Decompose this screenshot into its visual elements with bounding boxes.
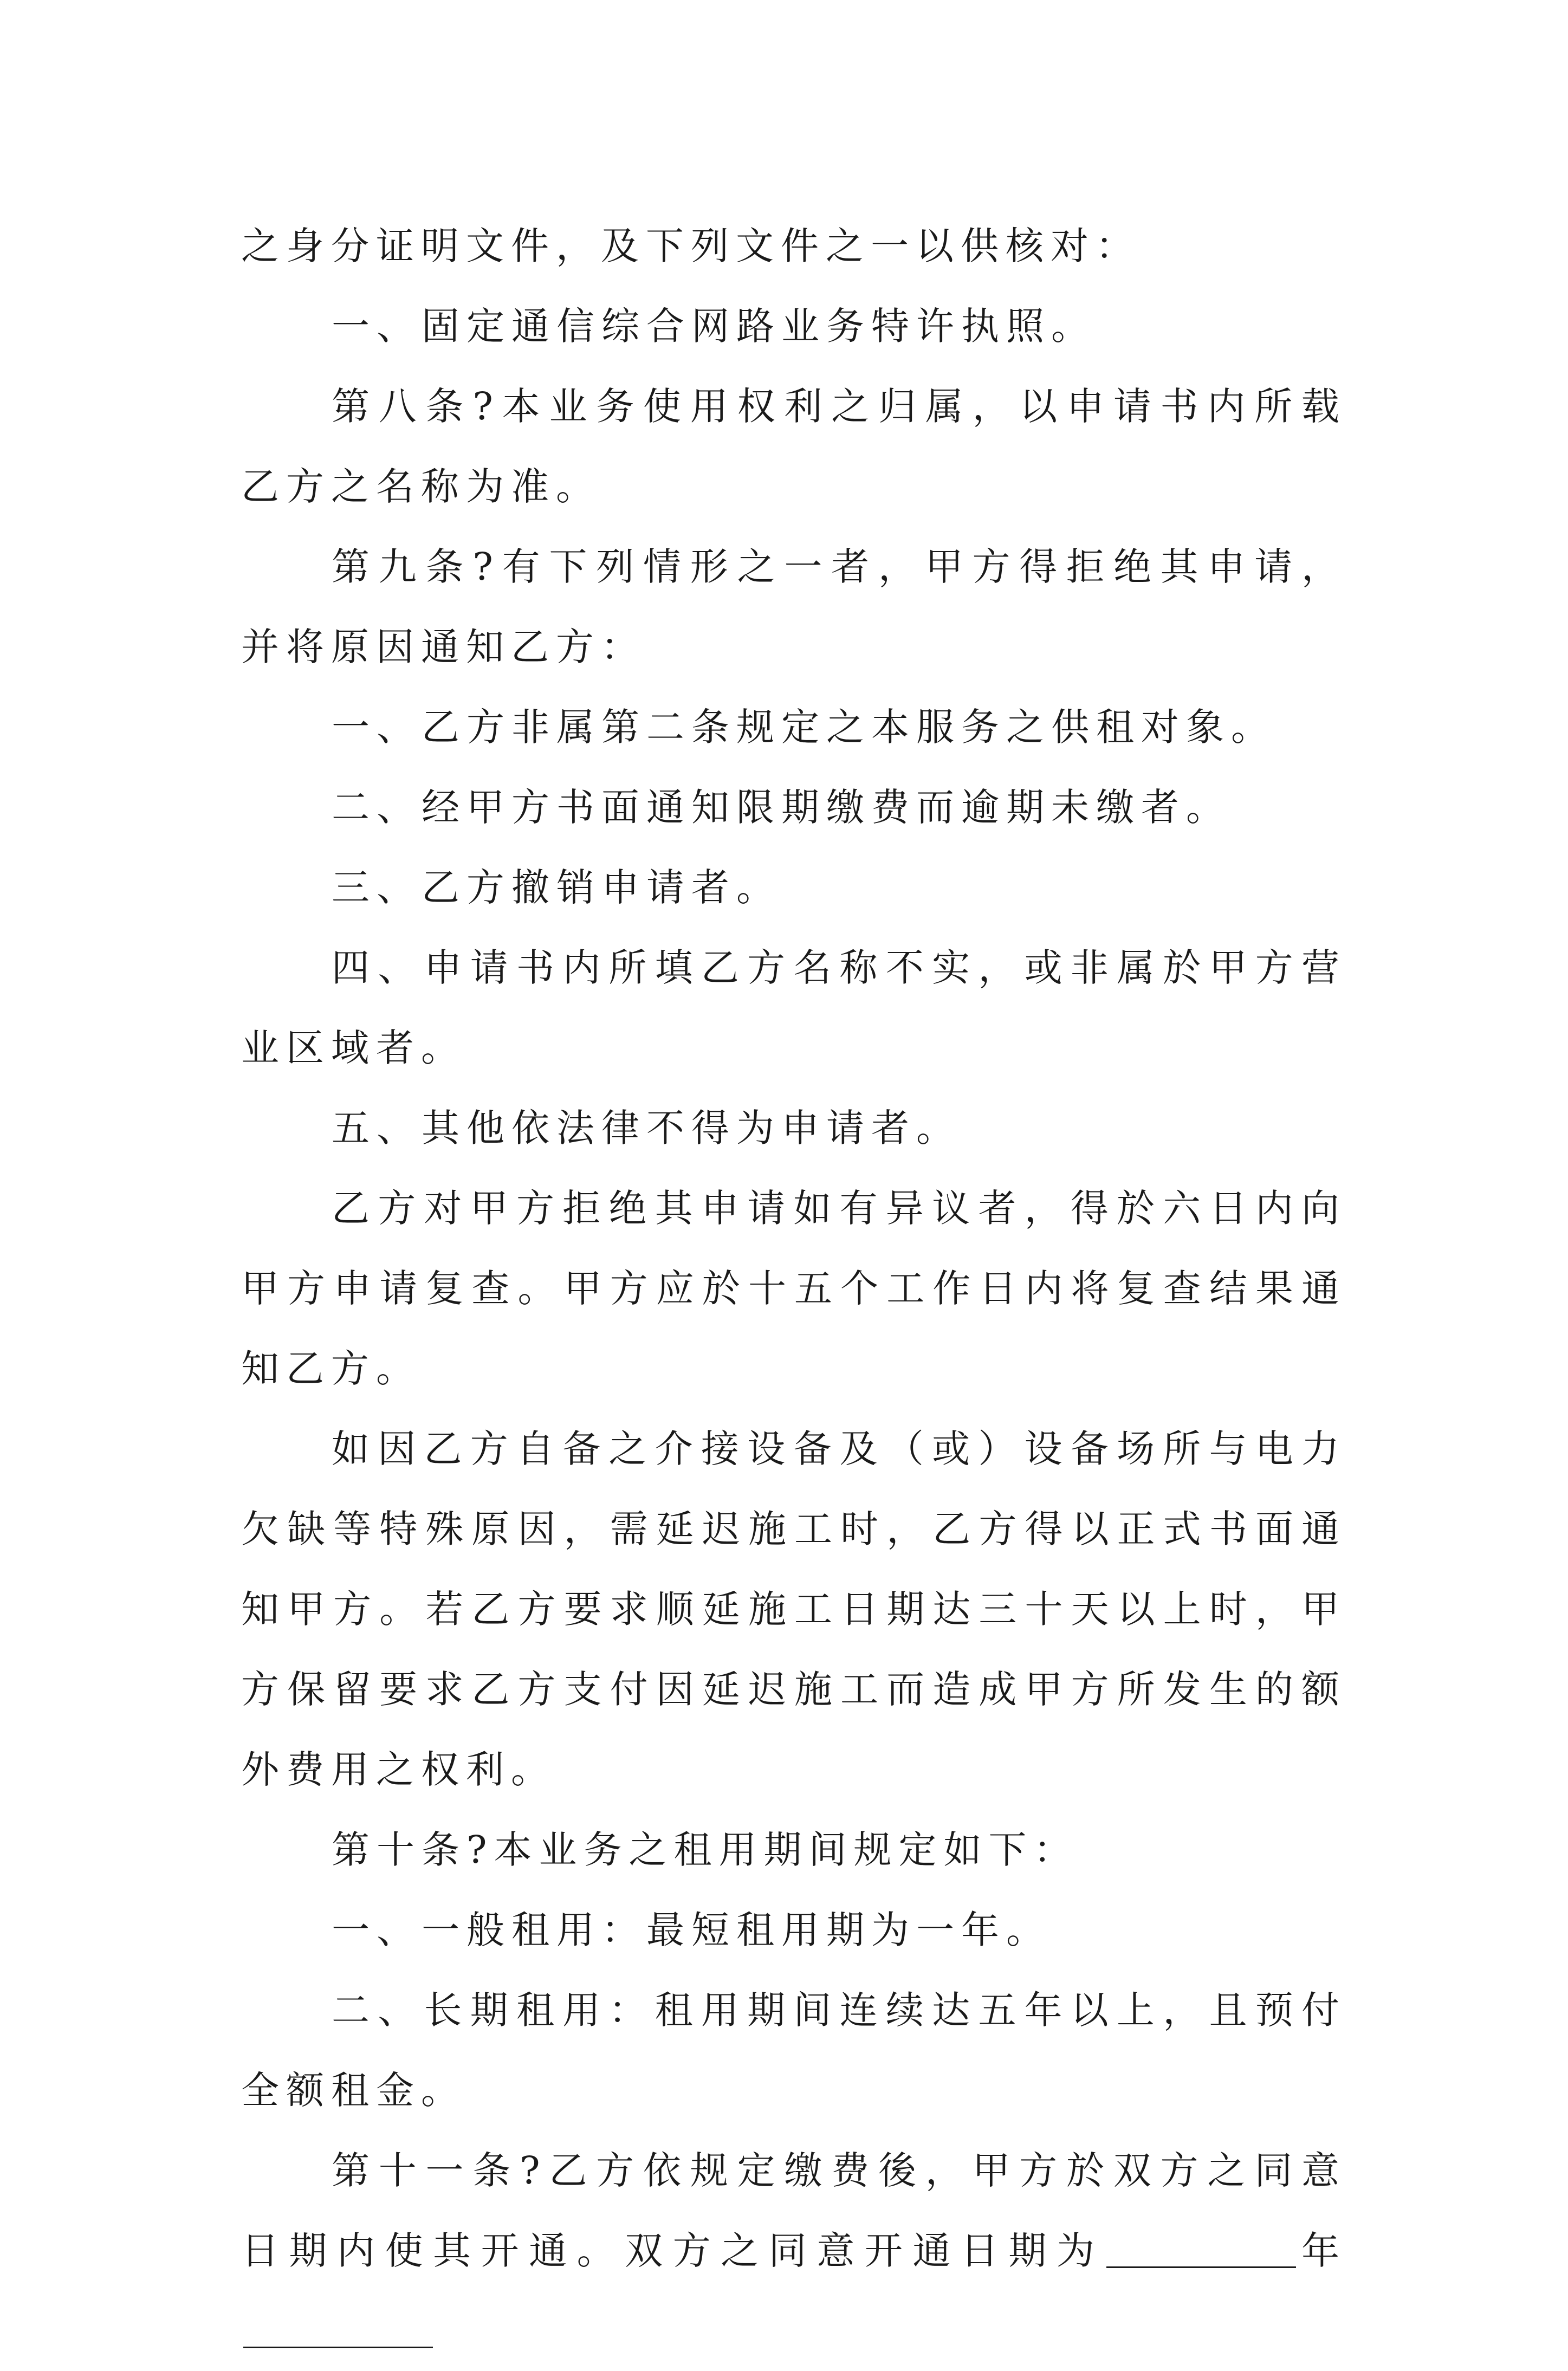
paragraph: 二、长期租用：租用期间连续达五年以上，且预付全额租金。 [241, 1988, 1346, 2113]
contract-body [241, 206, 1346, 2371]
paragraph: 一、乙方非属第二条规定之本服务之供租对象。 [332, 705, 1276, 749]
final-paragraph [241, 2130, 1346, 2371]
blank-line-year [1106, 2266, 1296, 2268]
paragraph: 三、乙方撤销申请者。 [332, 865, 781, 910]
paragraph: 乙方对甲方拒绝其申请如有异议者，得於六日内向甲方申请复查。甲方应於十五个工作日内将复查结果通知乙方。 [241, 1186, 1346, 1391]
paragraph: 第十条?本业务之租用期间规定如下： [332, 1828, 1079, 1872]
blank-line-month [243, 2346, 433, 2348]
final-paragraph-text: 第十一条?乙方依规定缴费後，甲方於双方之同意日期内使其开通。双方之同意开通日期为 [241, 2148, 1346, 2273]
year-label: 年 [1298, 2229, 1347, 2273]
paragraph: 之身分证明文件，及下列文件之一以供核对： [241, 224, 1141, 268]
paragraph: 四、申请书内所填乙方名称不实，或非属於甲方营业区域者。 [241, 945, 1346, 1070]
paragraph: 第八条?本业务使用权利之归属，以申请书内所载乙方之名称为准。 [241, 384, 1346, 509]
paragraph: 一、固定通信综合网路业务特许执照。 [332, 304, 1096, 348]
paragraph: 一、一般租用：最短租用期为一年。 [332, 1908, 1051, 1952]
paragraph: 二、经甲方书面通知限期缴费而逾期未缴者。 [332, 785, 1231, 830]
paragraph: 五、其他依法律不得为申请者。 [332, 1106, 961, 1150]
paragraph: 如因乙方自备之介接设备及（或）设备场所与电力欠缺等特殊原因，需延迟施工时，乙方得以正式书面通知甲方。若乙方要求顺延施工日期达三十天以上时，甲方保留要求乙方支付因延迟施工而造成甲方所发生的额外费用之权利。 [241, 1427, 1346, 1792]
paragraph: 第九条?有下列情形之一者，甲方得拒绝其申请，并将原因通知乙方： [241, 545, 1346, 669]
